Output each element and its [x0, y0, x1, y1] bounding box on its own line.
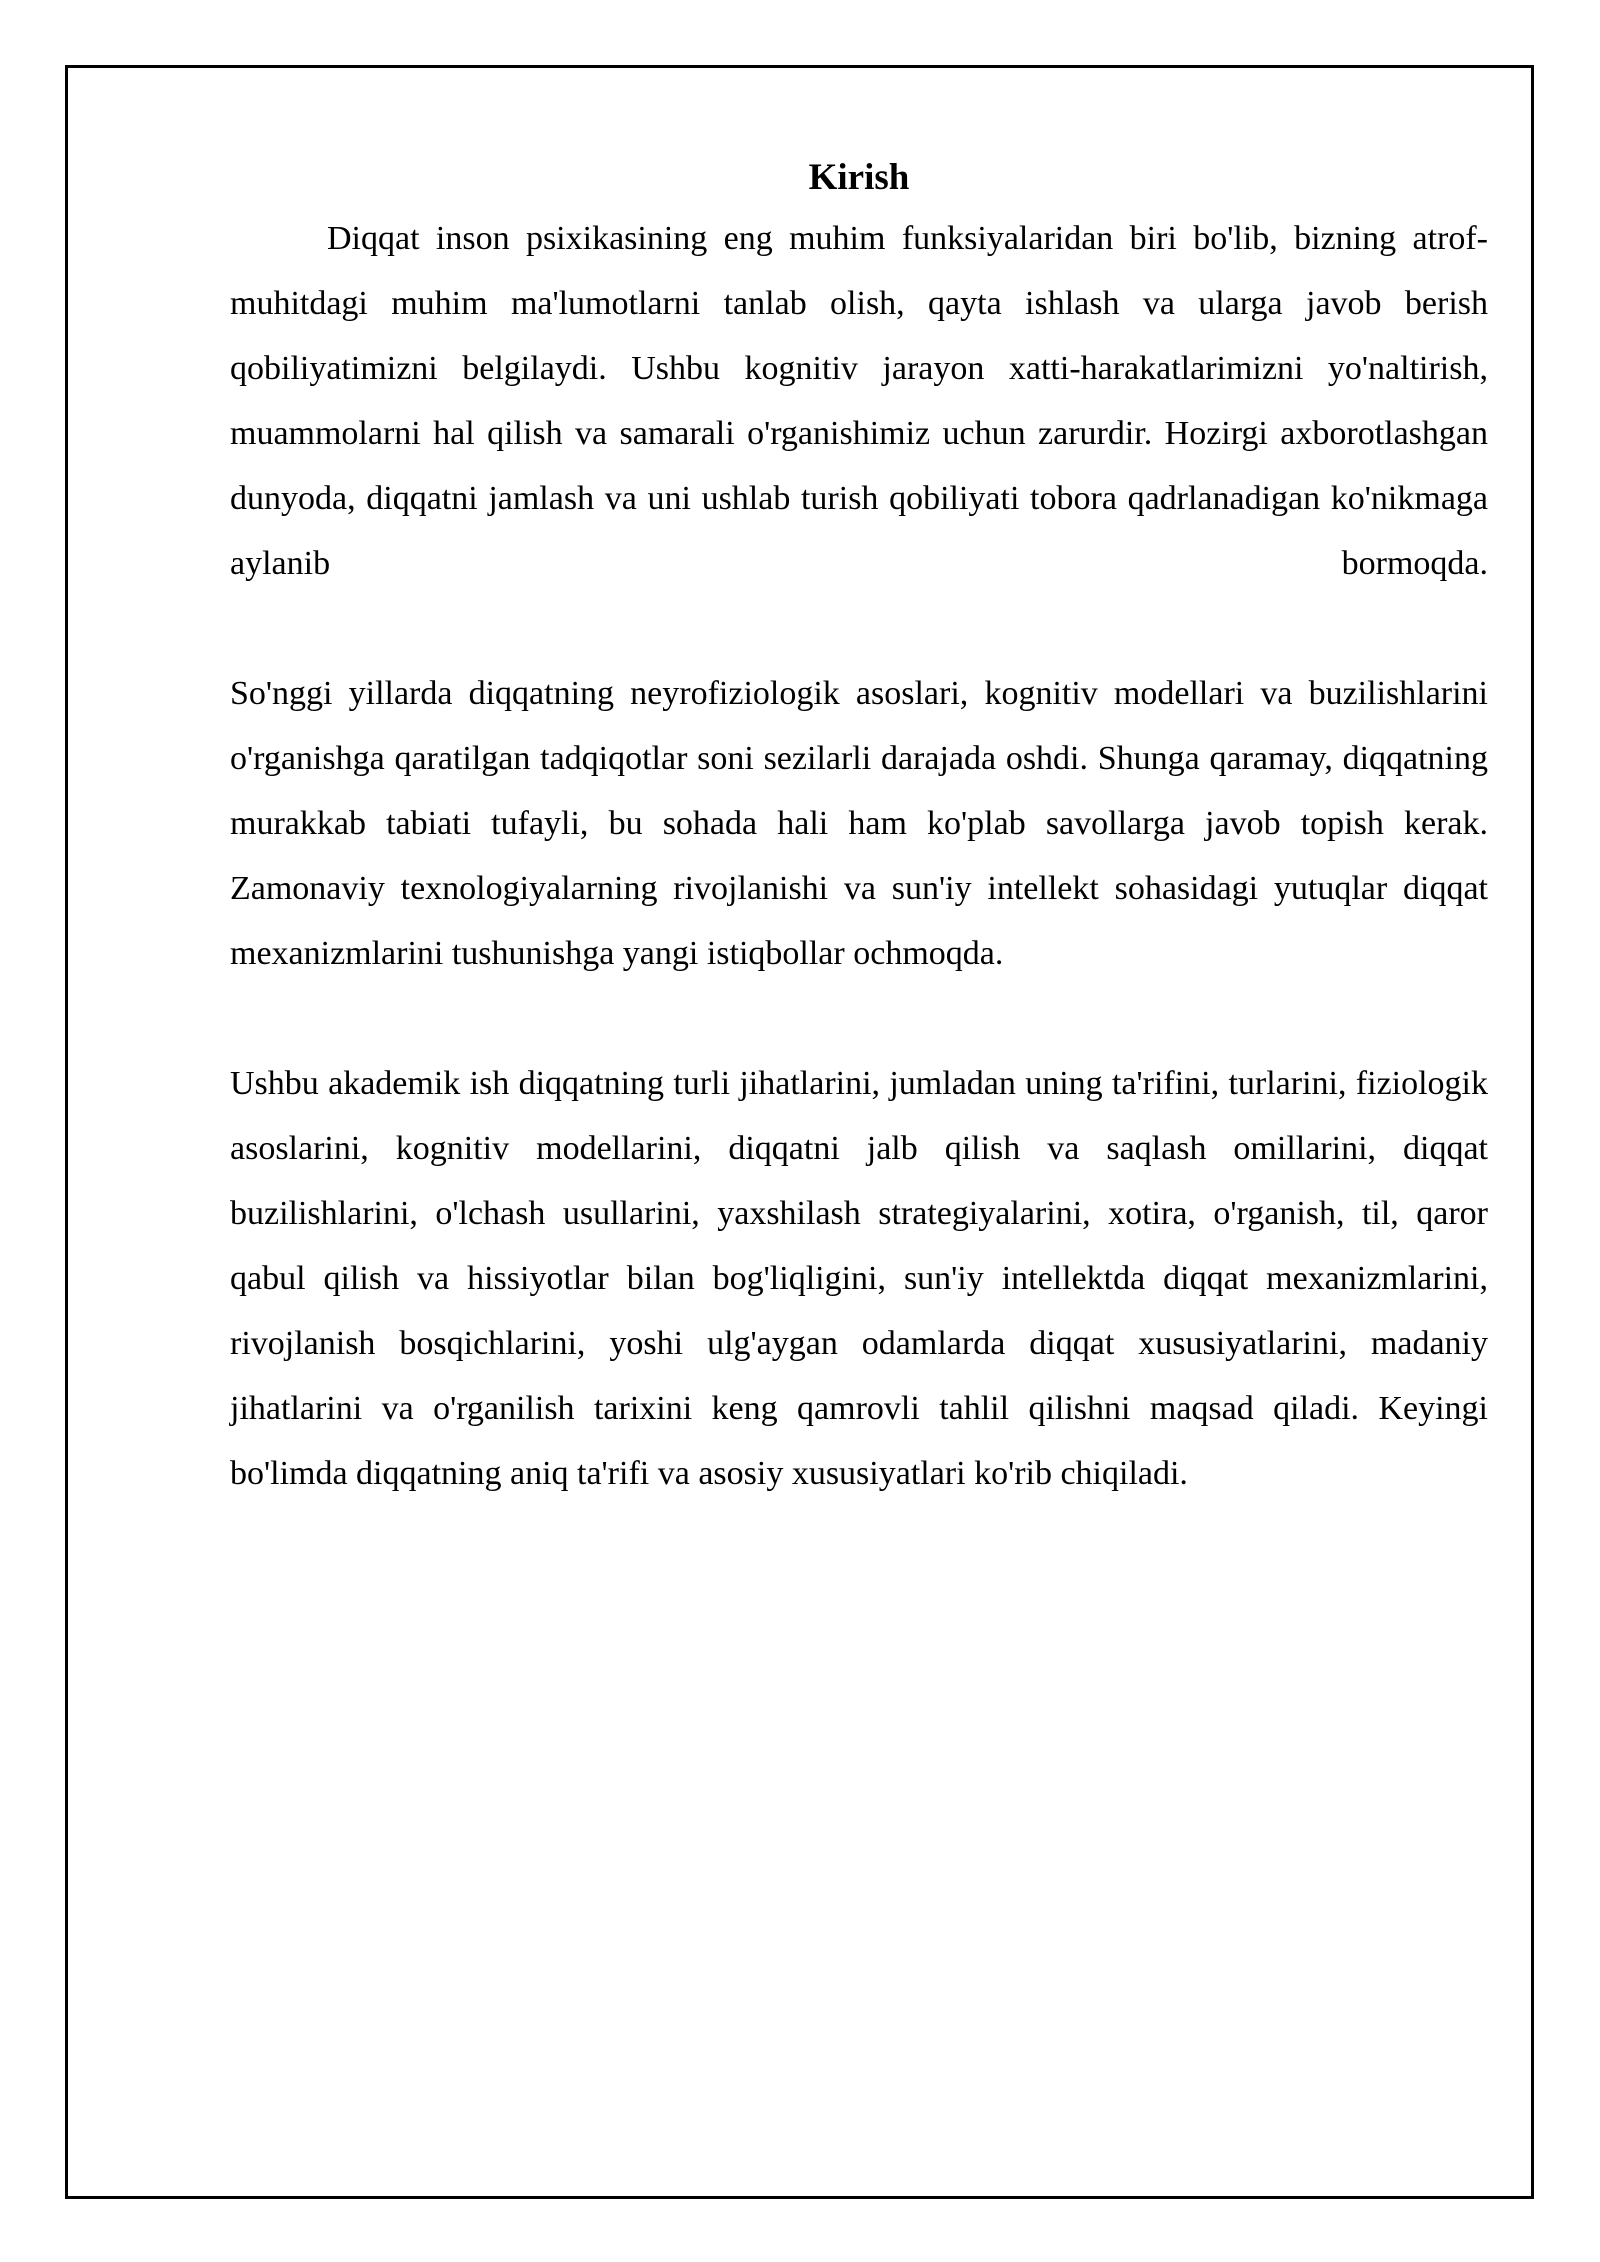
paragraph-3: Ushbu akademik ish diqqatning turli jihatlarini, jumladan uning ta'rifini, turlarini, fiziologik asoslarini, kognitiv modellarini, diqqatni jalb qilish va saqlash omillarini, diqqat buzilishlarini, o'lchash usullarini, yaxshilash strategiyalarini, xotira, o'rganish, til, qaror qabul qilish va hissiyotlar bilan bog'liqligini, sun'iy intellektda diqqat mexanizmlarini, rivojlanish bosqichlarini, yoshi ulg'aygan odamlarda diqqat xususiyatlarini, madaniy jihatlarini va o'rganilish tarixini keng qamrovli tahlil qilishni maqsad qiladi. Keyingi bo'limda diqqatning aniq ta'rifi va asosiy xususiyatlari ko'rib chiqiladi.	[230, 1065, 1488, 1492]
paragraph-gap	[230, 596, 1488, 661]
paragraph-2: So'nggi yillarda diqqatning neyrofiziologik asoslari, kognitiv modellari va buzilishlarini o'rganishga qaratilgan tadqiqotlar soni sezilarli darajada oshdi. Shunga qaramay, diqqatning murakkab tabiati tufayli, bu sohada hali ham ko'plab savollarga javob topish kerak. Zamonaviy texnologiyalarning rivojlanishi va sun'iy intellekt sohasidagi yutuqlar diqqat mexanizmlarini tushunishga yangi istiqbollar ochmoqda.	[230, 675, 1488, 972]
document-body	[230, 150, 1488, 1506]
paragraph-1: Diqqat inson psixikasining eng muhim funksiyalaridan biri bo'lib, bizning atrof-muhitdagi muhim ma'lumotlarni tanlab olish, qayta ishlash va ularga javob berish qobiliyatimizni belgilaydi. Ushbu kognitiv jarayon xatti-harakatlarimizni yo'naltirish, muammolarni hal qilish va samarali o'rganishimiz uchun zarurdir. Hozirgi axborotlashgan dunyoda, diqqatni jamlash va uni ushlab turish qobiliyati tobora qadrlanadigan ko'nikmaga aylanib bormoqda.	[230, 220, 1488, 582]
paragraph-gap	[230, 986, 1488, 1051]
page-title: Kirish	[808, 157, 910, 198]
